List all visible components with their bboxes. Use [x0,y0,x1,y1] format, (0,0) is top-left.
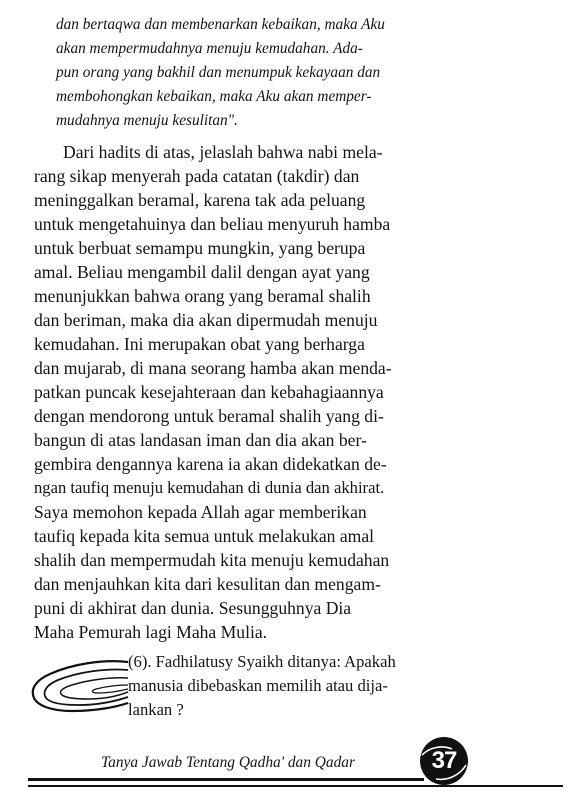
question-line: lankan ? [128,700,184,719]
body-line: menunjukkan bahwa orang yang beramal shalih [34,286,371,306]
body-line: meninggalkan beramal, karena tak ada peluang [34,190,366,210]
body-line: shalih dan mempermudah kita menuju kemudahan [34,550,390,570]
body-line: kemudahan. Ini merupakan obat yang berharga [34,334,365,354]
quote-line: dan bertaqwa dan membenarkan kebaikan, maka Aku [56,16,385,33]
body-line: untuk berbuat semampu mungkin, yang berupa [34,238,366,258]
body-line: ngan taufiq menuju kemudahan di dunia dan akhirat. [34,478,385,497]
quote-line: pun orang yang bakhil dan menumpuk kekayaan dan [56,64,381,81]
footer-rule [28,778,424,781]
body-line: dan beriman, maka dia akan dipermudah menuju [34,310,378,330]
body-line: Saya memohon kepada Allah agar memberikan [34,502,367,522]
quote-line: membohongkan kebaikan, maka Aku akan memper- [56,88,372,105]
body-line: Maha Pemurah lagi Maha Mulia. [34,622,268,642]
page-number: 37 [431,747,457,774]
body-line: puni di akhirat dan dunia. Sesungguhnya Dia [34,598,352,618]
body-line: untuk mengetahuinya dan beliau menyuruh hamba [34,214,391,234]
running-title: Tanya Jawab Tentang Qadha' dan Qadar [101,754,355,771]
body-line: bangun di atas landasan iman dan dia akan ber- [34,430,367,450]
body-line: dan menjauhkan kita dari kesulitan dan mengam- [34,574,381,594]
body-line: gembira dengannya karena ia akan didekatkan de- [34,454,387,474]
body-line: taufiq kepada kita semua untuk melakukan amal [34,526,375,546]
question-line: (6). Fadhilatusy Syaikh ditanya: Apakah [128,652,396,671]
body-line: Dari hadits di atas, jelaslah bahwa nabi mela- [63,142,383,162]
body-line: rang sikap menyerah pada catatan (takdir) dan [34,166,360,186]
question-line: manusia dibebaskan memilih atau dija- [128,676,388,695]
body-line: dengan mendorong untuk beramal shalih yang di- [34,406,384,426]
swirl-ornament-icon [24,656,134,718]
quote-line: akan mempermudahnya menuju kemudahan. Ada- [56,40,363,57]
body-line: patkan puncak kesejahteraan dan kebahagiaannya [34,382,384,402]
body-line: dan mujarab, di mana seorang hamba akan menda- [34,358,392,378]
body-line: amal. Beliau mengambil dalil dengan ayat yang [34,262,370,282]
quote-line: mudahnya menuju kesulitan". [56,112,238,129]
page-number-badge [418,735,470,787]
footer-rule-thin [28,785,563,787]
